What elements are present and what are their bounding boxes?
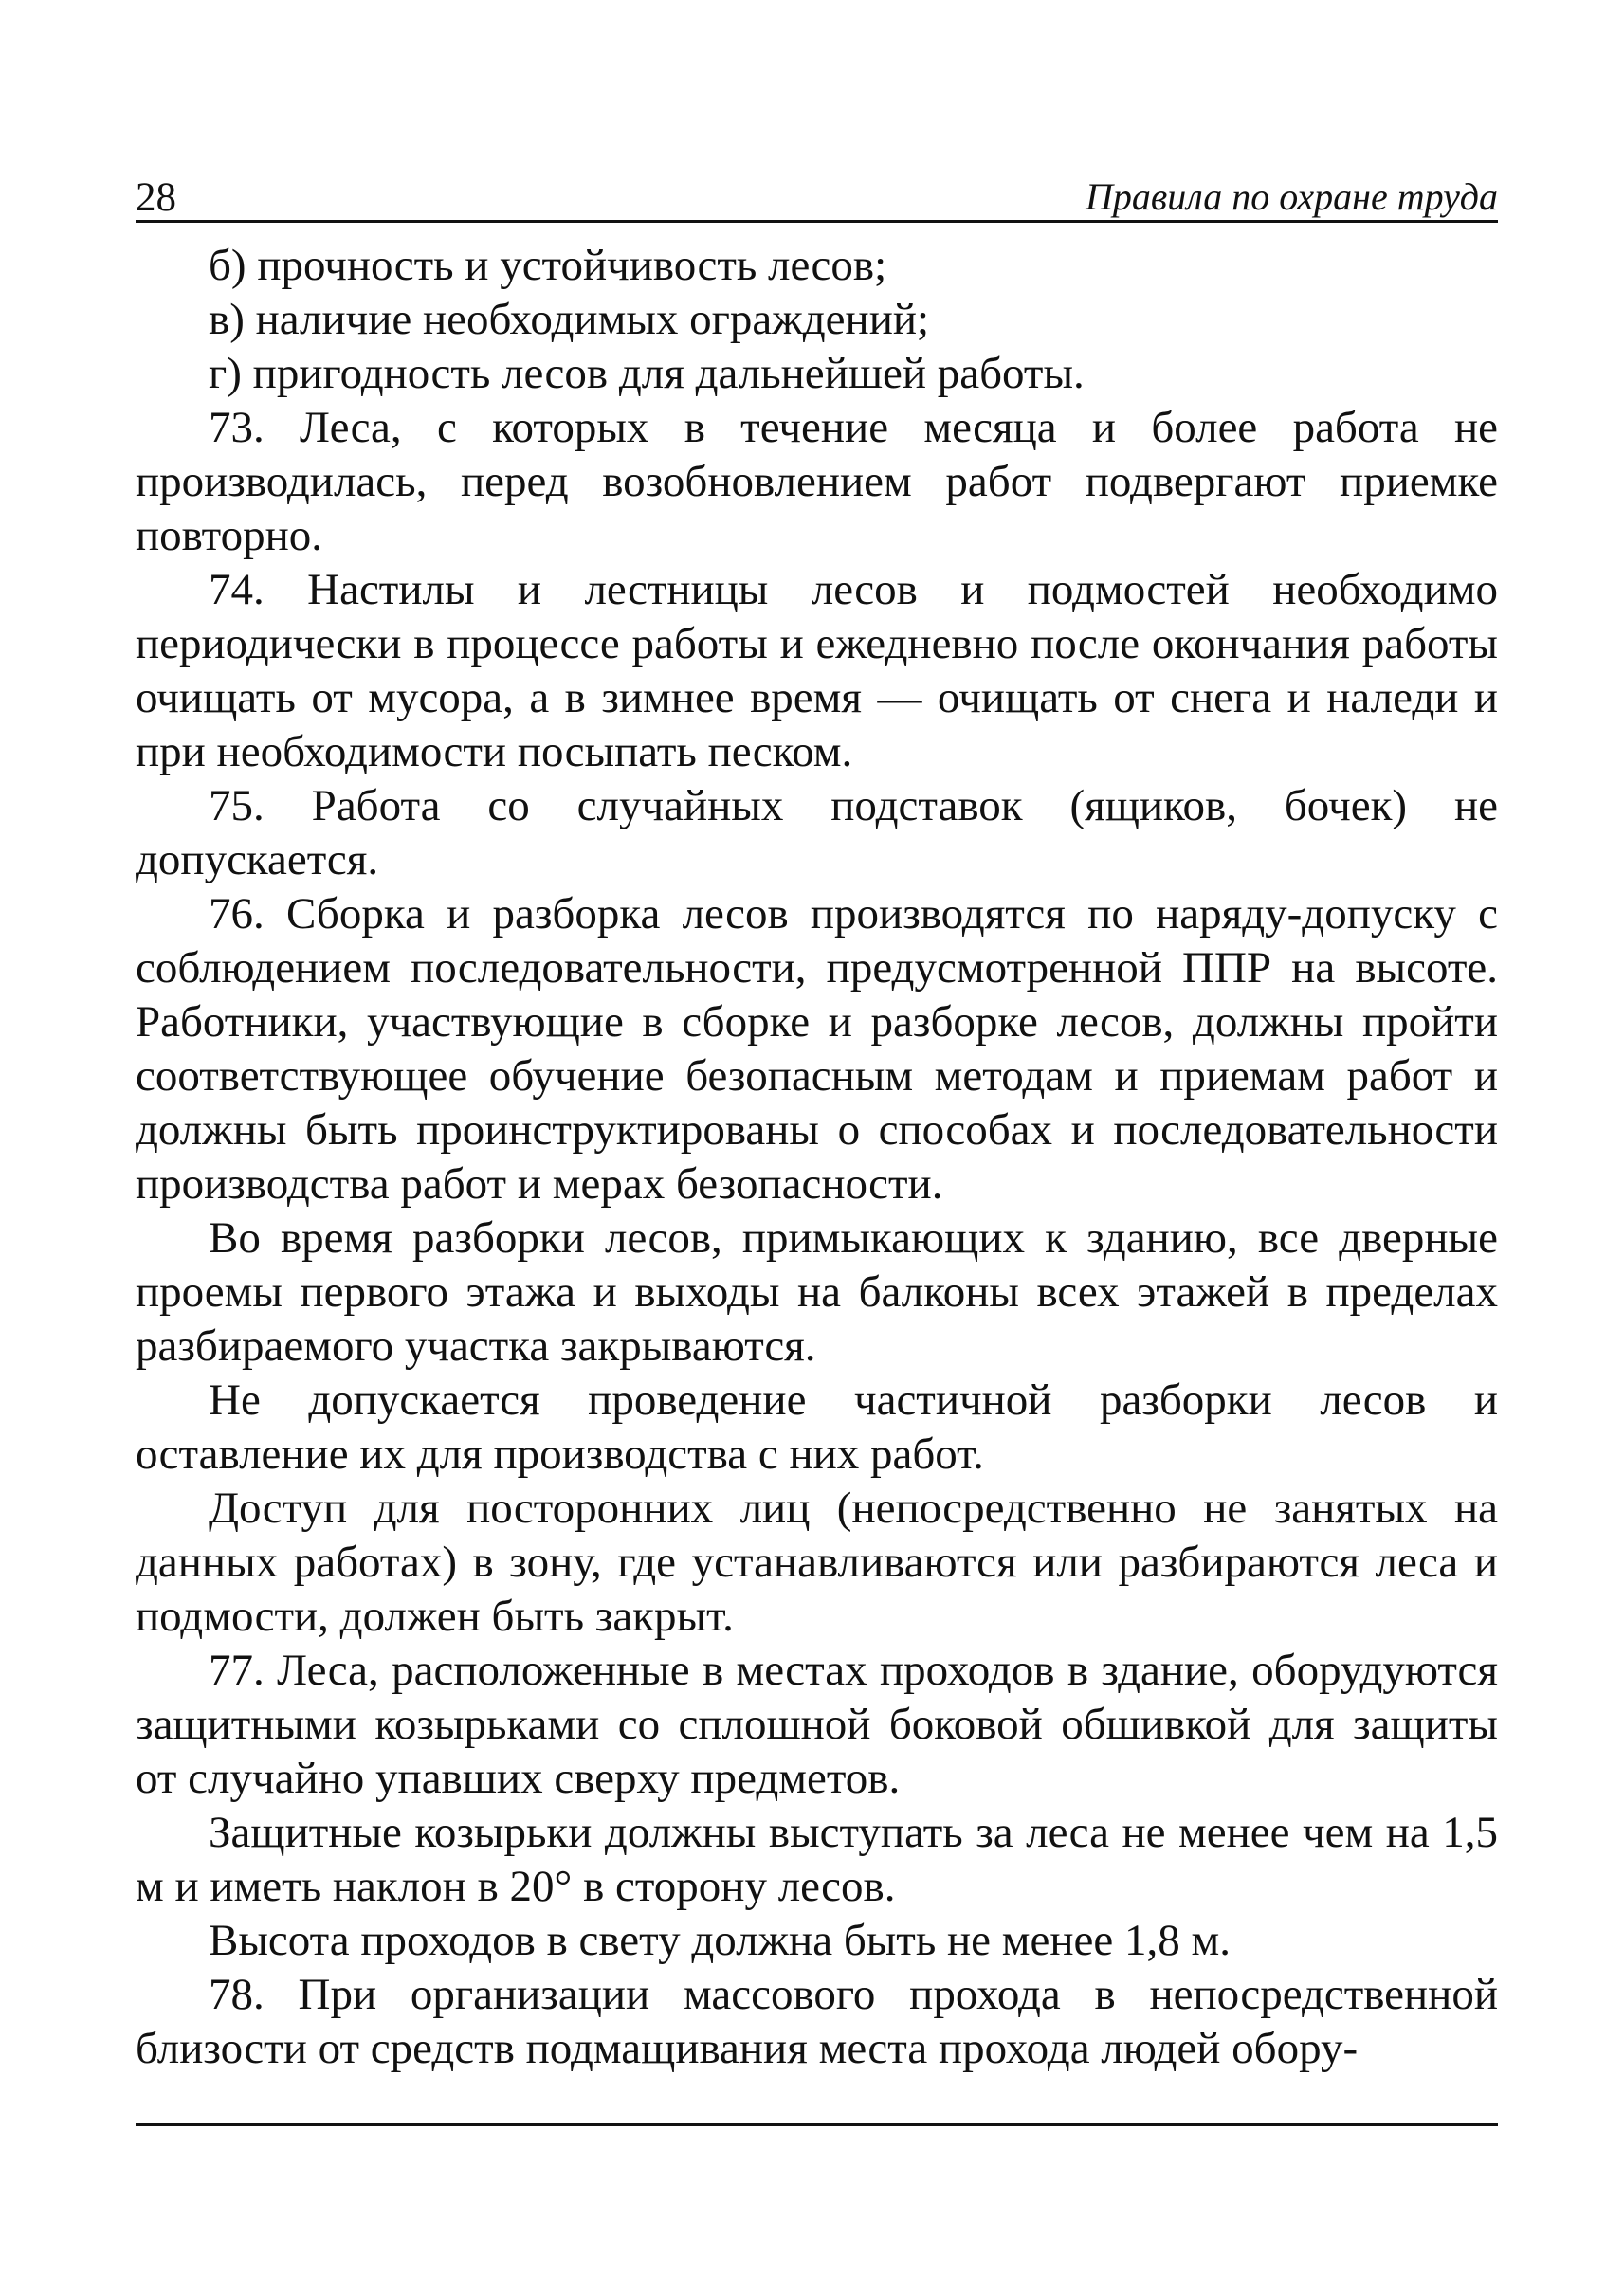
body-text xyxy=(136,239,1498,2076)
paragraph-76-dismantling: Во время разборки лесов, примыкающих к зданию, все дверные проемы первого этажа и выходы на балконы всех этажей в пределах разбираемого участка закрываются. xyxy=(136,1213,1498,1371)
page-number: 28 xyxy=(136,175,176,220)
paragraph-77-height: Высота проходов в свету должна быть не менее 1,8 м. xyxy=(209,1916,1232,1965)
paragraph-77: 77. Леса, расположенные в местах проходов в здание, оборудуются защитными козырьками со сплошной боковой обшивкой для защиты от случайно упавших сверху предметов. xyxy=(136,1646,1498,1803)
paragraph-78: 78. При организации массового прохода в непосредственной близости от средств подмащивания места прохода людей обору- xyxy=(136,1970,1498,2073)
paragraph-76: 76. Сборка и разборка лесов производятся по наряду-допуску с соблюдением последовательности, предусмотренной ППР на высоте. Работники, участвующие в сборке и разборке лесов, должны пройти соответствующее обучение безопасным методам и приемам работ и должны быть проинструктированы о способах и последовательности производства работ и мерах безопасности. xyxy=(136,889,1498,1209)
paragraph-item-v: в) наличие необходимых ограждений; xyxy=(209,295,930,344)
paragraph-77-canopy: Защитные козырьки должны выступать за леса не менее чем на 1,5 м и иметь наклон в 20° в сторону лесов. xyxy=(136,1808,1498,1911)
paragraph-item-b: б) прочность и устойчивость лесов; xyxy=(209,241,887,290)
running-title: Правила по охране труда xyxy=(1086,175,1498,218)
paragraph-item-g: г) пригодность лесов для дальнейшей работы. xyxy=(209,349,1085,398)
paragraph-76-partial: Не допускается проведение частичной разборки лесов и оставление их для производства с них работ. xyxy=(136,1375,1498,1479)
paragraph-76-access: Доступ для посторонних лиц (непосредственно не занятых на данных работах) в зону, где устанавливаются или разбираются леса и подмости, должен быть закрыт. xyxy=(136,1484,1498,1641)
page-header xyxy=(136,167,1498,223)
paragraph-75: 75. Работа со случайных подставок (ящиков, бочек) не допускается. xyxy=(136,781,1498,884)
paragraph-73: 73. Леса, с которых в течение месяца и более работа не производилась, перед возобновлением работ подвергают приемке повторно. xyxy=(136,403,1498,560)
footer-divider xyxy=(136,2123,1498,2126)
paragraph-74: 74. Настилы и лестницы лесов и подмостей необходимо периодически в процессе работы и ежедневно после окончания работы очищать от мусора, а в зимнее время — очищать от снега и наледи и при необходимости посыпать песком. xyxy=(136,565,1498,776)
